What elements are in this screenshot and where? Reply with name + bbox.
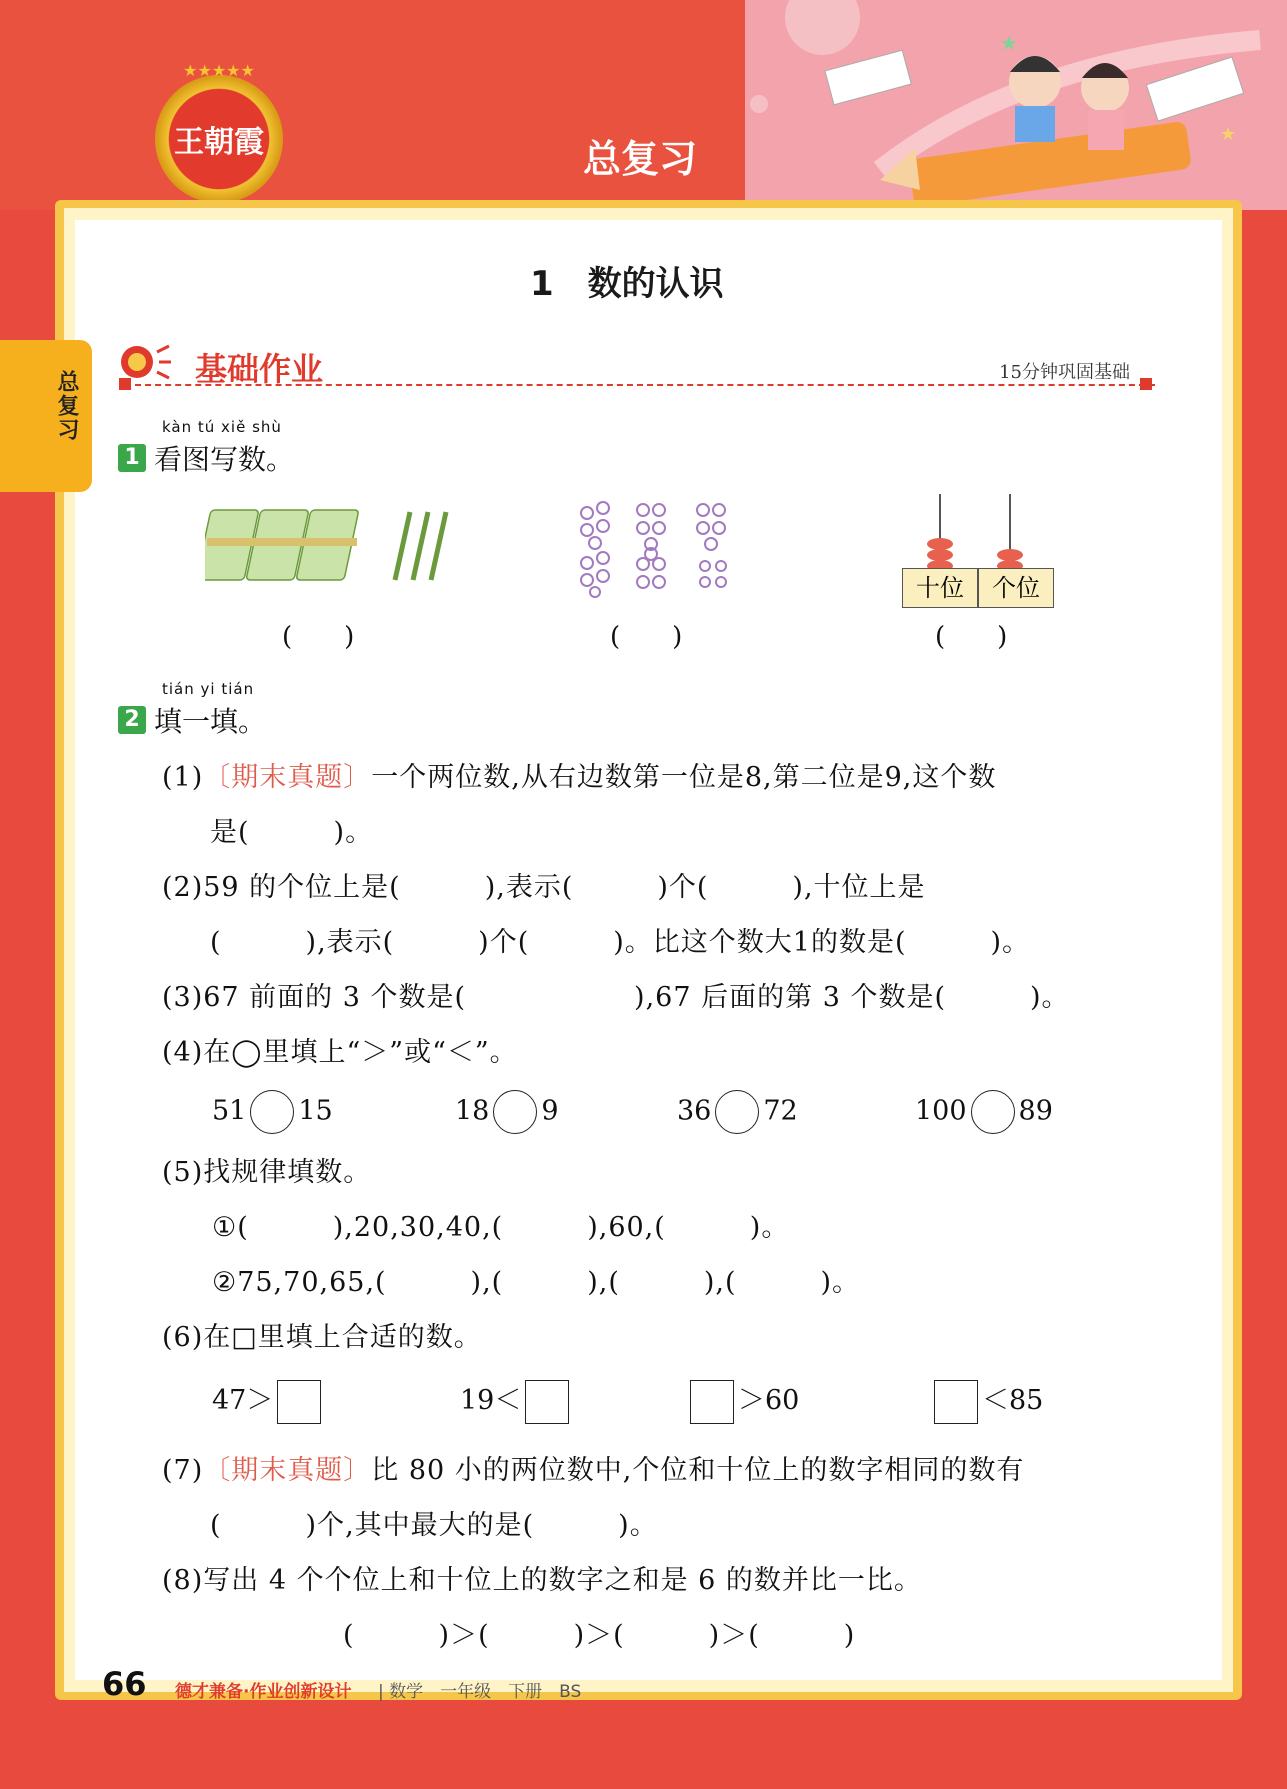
- compare-circle[interactable]: [715, 1090, 759, 1134]
- q1-number: 1: [118, 444, 146, 472]
- stick-bundles-picture: [205, 500, 455, 590]
- abacus-ones-label: 个位: [978, 568, 1054, 608]
- q2-part7-line2: ( )个,其中最大的是( )。: [210, 1510, 658, 1541]
- compare-item: 36 72: [677, 1090, 798, 1134]
- page-header: [0, 0, 1287, 210]
- answer-box[interactable]: [525, 1380, 569, 1424]
- footer-subtitle: | 数学 一年级 下册 BS: [378, 1682, 582, 1702]
- compare-item: 51 15: [212, 1090, 333, 1134]
- page-number: 66: [102, 1665, 147, 1703]
- fill-box-item: 19＜: [460, 1378, 573, 1424]
- q1-title: 看图写数。: [154, 443, 295, 476]
- section-header: [115, 340, 1160, 390]
- header-title: 总复习: [582, 137, 697, 181]
- q1-answer-blank[interactable]: ( ): [935, 622, 1008, 652]
- exam-tag: 〔期末真题〕: [203, 1455, 372, 1486]
- q2-part3: (3)67 前面的 3 个数是( ),67 后面的第 3 个数是( )。: [162, 982, 1070, 1013]
- q2-part1-line1: (1)〔期末真题〕一个两位数,从右边数第一位是8,第二位是9,这个数: [162, 762, 997, 793]
- exam-tag: 〔期末真题〕: [203, 762, 372, 793]
- section-divider: [125, 384, 1155, 386]
- abacus-tens-label: 十位: [902, 568, 978, 608]
- q2-part1-line2: 是( )。: [210, 817, 374, 848]
- q2-part4: (4)在◯里填上“＞”或“＜”。: [162, 1037, 518, 1068]
- svg-text:★: ★: [1220, 124, 1237, 145]
- kids-on-pencil-illustration: [820, 20, 1280, 210]
- brand-logo: ★★★★★ 王朝霞: [155, 75, 283, 203]
- q1-answer-blank[interactable]: ( ): [610, 622, 683, 652]
- decor-dot: [750, 95, 768, 113]
- fill-box-item: ＜85: [930, 1378, 1043, 1424]
- compare-item: 100 89: [915, 1090, 1053, 1134]
- side-tab-label: 总复习: [54, 370, 79, 442]
- q2-part8-answer: ( )＞( )＞( )＞( ): [343, 1620, 856, 1651]
- q2-part2-line1: (2)59 的个位上是( ),表示( )个( ),十位上是: [162, 872, 926, 903]
- svg-text:★: ★: [1000, 31, 1018, 55]
- q2-part7-line1: (7)〔期末真题〕比 80 小的两位数中,个位和十位上的数字相同的数有: [162, 1455, 1025, 1486]
- compare-circle[interactable]: [250, 1090, 294, 1134]
- fill-box-item: 47＞: [212, 1378, 325, 1424]
- q2-part2-line2: ( ),表示( )个( )。比这个数大1的数是( )。: [210, 927, 1031, 958]
- compare-item: 18 9: [455, 1090, 559, 1134]
- unit-title: 1 数的认识: [530, 264, 724, 304]
- divider-dot: [1140, 378, 1152, 390]
- q2-part5-seq2: ②75,70,65,( ),( ),( ),( )。: [212, 1267, 861, 1298]
- compare-circle[interactable]: [971, 1090, 1015, 1134]
- q2-part5: (5)找规律填数。: [162, 1157, 372, 1188]
- answer-box[interactable]: [934, 1380, 978, 1424]
- q1-heading: [118, 438, 294, 478]
- abacus-beads-picture: [920, 492, 1030, 572]
- q2-title: 填一填。: [154, 705, 267, 738]
- q2-part5-seq1: ①( ),20,30,40,( ),60,( )。: [212, 1212, 790, 1243]
- q2-heading: [118, 700, 266, 740]
- answer-box[interactable]: [277, 1380, 321, 1424]
- divider-dot: [119, 378, 131, 390]
- section-title: 基础作业: [195, 350, 324, 388]
- q1-answer-blank[interactable]: ( ): [282, 622, 355, 652]
- footer-brand: 德才兼备·作业创新设计: [175, 1682, 352, 1702]
- compare-circle[interactable]: [493, 1090, 537, 1134]
- answer-box[interactable]: [690, 1380, 734, 1424]
- section-subtitle: 15分钟巩固基础: [999, 362, 1130, 383]
- fill-box-item: ＞60: [686, 1378, 799, 1424]
- q2-part6: (6)在□里填上合适的数。: [162, 1322, 482, 1353]
- q2-pinyin: tián yi tián: [162, 680, 255, 698]
- q1-pinyin: kàn tú xiě shù: [162, 418, 282, 436]
- circles-picture: [575, 498, 740, 598]
- q2-part8: (8)写出 4 个个位上和十位上的数字之和是 6 的数并比一比。: [162, 1565, 922, 1596]
- q2-number: 2: [118, 706, 146, 734]
